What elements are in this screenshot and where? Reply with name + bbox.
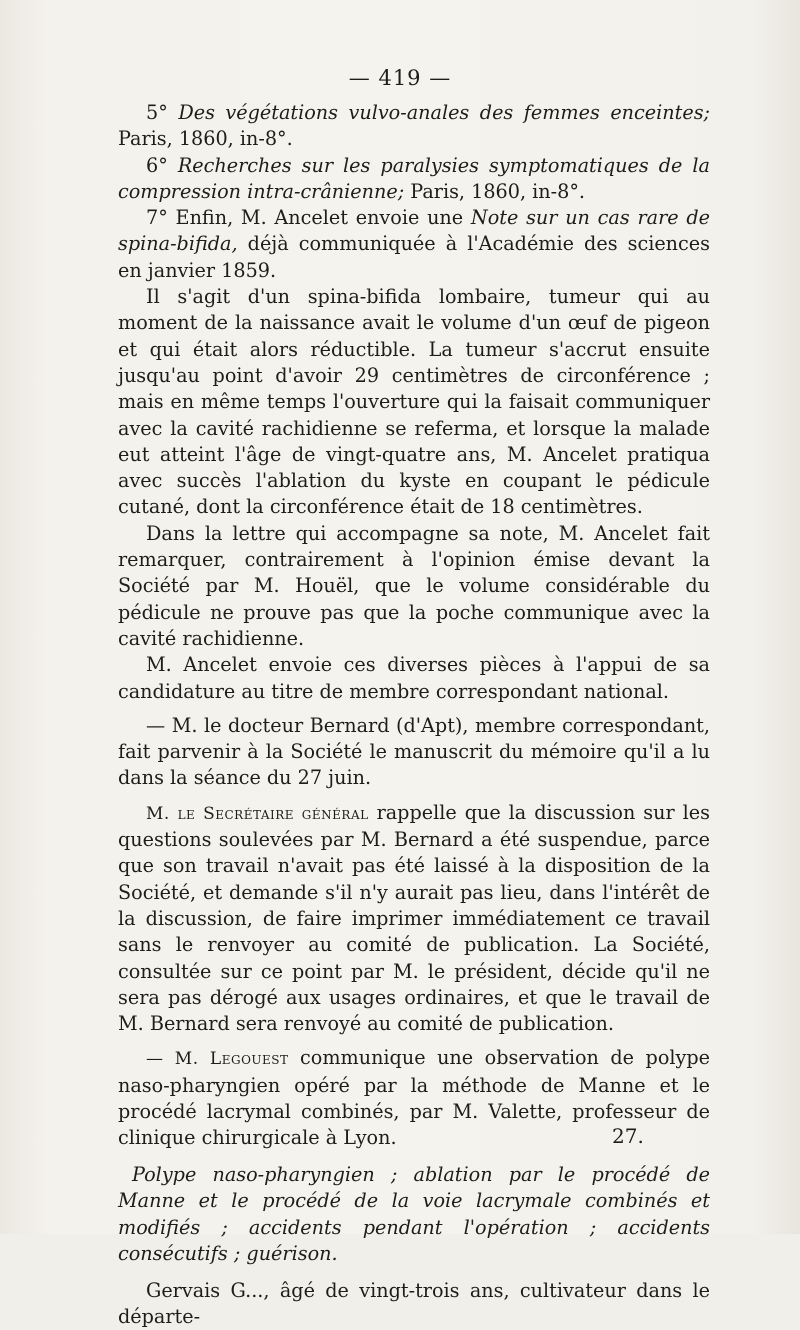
page-number-header: — 419 —	[348, 66, 452, 90]
work-title: Note sur un cas rare de spina-bifida,	[118, 206, 710, 256]
paragraph-item-5	[118, 100, 710, 153]
paragraph-pieces: M. Ancelet envoie ces diverses pièces à l'appui de sa candidature au titre de membre correspondant national.	[118, 653, 710, 703]
speaker-label: — M. Legouest	[146, 1049, 289, 1070]
item-number: 6°	[146, 153, 168, 177]
observation-title: Polype naso-pharyngien ; ablation par le procédé de Manne et le procédé de la voie lacrymale combinés et modifiés ; accidents pendant l'opération ; accidents consécutifs ; guérison.	[118, 1162, 710, 1266]
work-details: Paris, 1860, in-8°.	[404, 179, 586, 203]
paragraph-lettre: Dans la lettre qui accompagne sa note, M. Ancelet fait remarquer, contrairement à l'opinion émise devant la Société par M. Houël, que le volume considérable du pédicule ne prouve pas que la poche communique avec la cavité rachidienne.	[118, 521, 710, 650]
paragraph-gervais: Gervais G..., âgé de vingt-trois ans, cultivateur dans le départe-	[118, 1278, 710, 1328]
work-details: Paris, 1860, in-8°.	[118, 127, 293, 151]
work-details: déjà communiquée à l'Académie des sciences en janvier 1859.	[118, 232, 710, 282]
paragraph-spina-bifida: Il s'agit d'un spina-bifida lombaire, tumeur qui au moment de la naissance avait le volume d'un œuf de pigeon et qui était alors réductible. La tumeur s'accrut ensuite jusqu'au point d'avoir 29 centimètres de circonférence ; mais en même temps l'ouverture qui la faisait communiquer avec la cavité rachidienne se referma, et lorsque la malade eut atteint l'âge de vingt-quatre ans, M. Ancelet pratiqua avec succès l'ablation du kyste en coupant le pédicule cutané, dont la circonférence était de 18 centimètres.	[118, 285, 710, 519]
paragraph-text: rappelle que la discussion sur les questions soulevées par M. Bernard a été suspendue, parce que son travail n'avait pas été laissé à la disposition de la Société, et demande s'il n'y aurait pas lieu, dans l'intérêt de la discussion, de faire imprimer immédiatement ce travail sans le renvoyer au comité de publication. La Société, consultée sur ce point par M. le président, décide qu'il ne sera pas dérogé aux usages ordinaires, et que le travail de M. Bernard sera renvoyé au comité de publication.	[118, 800, 710, 1036]
signature-mark: 27.	[612, 1124, 644, 1148]
work-title: Des végétations vulvo-anales des femmes enceintes;	[178, 101, 711, 124]
paragraph-bernard: — M. le docteur Bernard (d'Apt), membre correspondant, fait parvenir à la Société le manuscrit du mémoire qu'il a lu dans la séance du 27 juin.	[118, 713, 710, 790]
speaker-label: M. le Secrétaire général	[146, 803, 369, 824]
paragraph-text: communique une observation de polype naso-pharyngien opéré par la méthode de Manne et le procédé lacrymal combinés, par M. Valette, professeur de clinique chirurgicale à Lyon.	[118, 1046, 710, 1150]
paragraph-item-7	[118, 205, 710, 284]
item-number: 5°	[146, 101, 168, 124]
item-7-intro: 7° Enfin, M. Ancelet envoie une	[146, 206, 471, 230]
paragraph-secretaire	[118, 800, 710, 1038]
paragraph-item-6	[118, 153, 710, 206]
work-title: Recherches sur les paralysies symptomatiques de la compression intra-crânienne;	[118, 153, 710, 203]
